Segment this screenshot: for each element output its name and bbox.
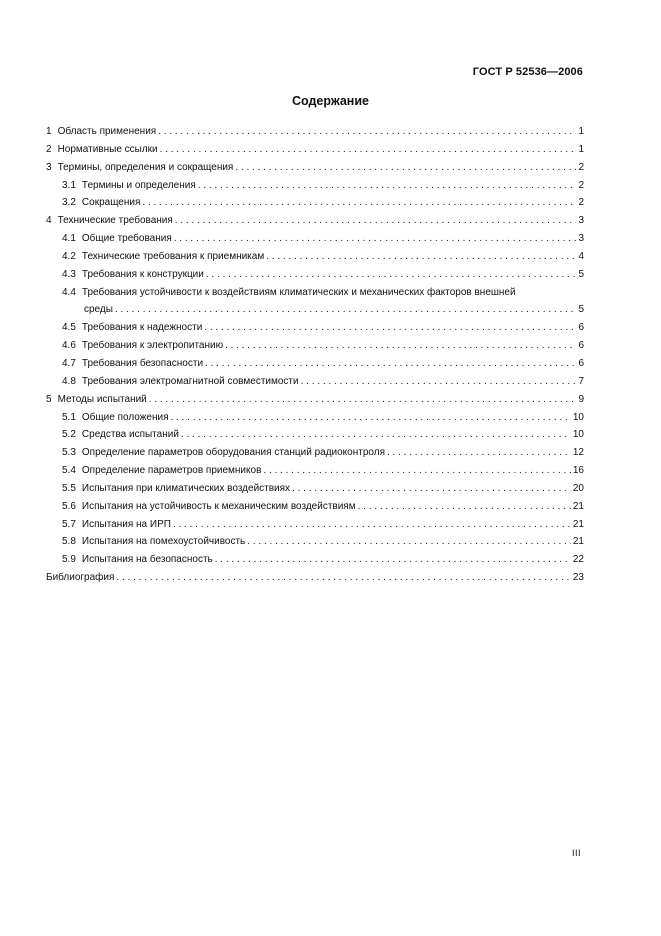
toc-leader <box>202 319 576 337</box>
toc-page: 10 <box>572 429 584 441</box>
toc-leader <box>264 248 576 266</box>
toc-title: Испытания на устойчивость к механическим воздействиям <box>81 500 356 512</box>
toc-page: 1 <box>578 126 584 137</box>
toc-entry-3-1[interactable] <box>46 177 584 195</box>
toc-page: 6 <box>578 340 584 352</box>
toc-number: 4 <box>46 215 52 227</box>
toc-number: 4.4 <box>62 286 76 298</box>
toc-leader <box>196 177 577 195</box>
toc-page: 9 <box>578 393 584 405</box>
toc-page: 5 <box>578 268 584 280</box>
toc-entry-4[interactable] <box>46 212 584 230</box>
toc-page: 1 <box>578 143 584 155</box>
toc-number: 5.8 <box>62 536 76 548</box>
toc-title: Испытания при климатических воздействиях <box>81 482 291 494</box>
toc-leader <box>223 337 576 355</box>
toc-number: 4.1 <box>62 233 76 245</box>
toc-number: 5.6 <box>62 500 76 512</box>
toc-number: 5.2 <box>62 429 76 441</box>
toc-title: Требования безопасности <box>81 357 204 369</box>
toc-title: Испытания на помехоустойчивость <box>81 536 246 548</box>
toc-number: 5.9 <box>62 554 76 566</box>
toc-entry-5-4[interactable] <box>46 462 584 480</box>
page-title: Содержание <box>291 94 369 108</box>
toc-page: 3 <box>578 215 584 227</box>
toc-entry-5-2[interactable] <box>46 426 584 444</box>
toc-entry-5-9[interactable] <box>46 551 584 569</box>
toc-title: Общие требования <box>81 233 172 245</box>
toc-title: Термины, определения и сокращения <box>57 161 234 173</box>
toc-leader <box>356 498 571 516</box>
toc-title: Определение параметров приемников <box>81 465 262 477</box>
toc-number: 2 <box>46 143 52 155</box>
toc-number: 3.2 <box>62 197 76 209</box>
toc-page: 21 <box>572 518 584 530</box>
toc-number: 4.3 <box>62 268 76 280</box>
toc-title: Испытания на ИРП <box>81 518 171 530</box>
toc-entry-3-2[interactable] <box>46 194 584 212</box>
toc-page: 2 <box>578 197 584 209</box>
toc-page: 6 <box>578 322 584 334</box>
toc-entry-4-6[interactable] <box>46 337 584 355</box>
toc-page: 5 <box>578 304 584 316</box>
table-of-contents <box>46 123 584 587</box>
toc-entry-4-5[interactable] <box>46 319 584 337</box>
toc-title-line1: Требования устойчивости к воздействиям климатических и механических факторов внешней <box>81 286 516 298</box>
toc-page: 12 <box>572 447 584 459</box>
toc-entry-4-7[interactable] <box>46 355 584 373</box>
toc-title: Библиография <box>46 572 115 584</box>
toc-page: 7 <box>578 375 584 387</box>
toc-number: 4.6 <box>62 340 76 352</box>
document-id: ГОСТ Р 52536—2006 <box>472 66 583 78</box>
page-number: III <box>571 848 581 858</box>
toc-page: 23 <box>572 572 584 584</box>
toc-title: Требования к конструкции <box>81 268 204 280</box>
toc-title: Методы испытаний <box>57 393 147 405</box>
toc-title: Технические требования к приемникам <box>81 250 265 262</box>
toc-leader <box>204 266 577 284</box>
toc-number: 5.3 <box>62 447 76 459</box>
toc-leader <box>171 516 571 534</box>
toc-leader <box>140 194 576 212</box>
toc-entry-5-5[interactable] <box>46 480 584 498</box>
toc-entry-bibliography[interactable] <box>46 569 584 587</box>
toc-number: 1 <box>46 126 52 137</box>
toc-leader <box>172 230 577 248</box>
toc-number: 5.7 <box>62 518 76 530</box>
toc-entry-5-8[interactable] <box>46 533 584 551</box>
toc-number: 4.2 <box>62 250 76 262</box>
toc-number: 4.5 <box>62 322 76 334</box>
toc-number: 4.8 <box>62 375 76 387</box>
toc-title: Область применения <box>57 126 157 137</box>
toc-page: 16 <box>572 465 584 477</box>
toc-page: 10 <box>572 411 584 423</box>
toc-page: 3 <box>578 233 584 245</box>
toc-title: Требования к электропитанию <box>81 340 224 352</box>
toc-entry-4-3[interactable] <box>46 266 584 284</box>
toc-entry-3[interactable] <box>46 159 584 177</box>
toc-title: Сокращения <box>81 197 141 209</box>
toc-entry-5-7[interactable] <box>46 516 584 534</box>
toc-entry-1[interactable] <box>46 123 584 141</box>
toc-number: 3 <box>46 161 52 173</box>
toc-page: 21 <box>572 536 584 548</box>
toc-entry-5-1[interactable] <box>46 409 584 427</box>
toc-number: 5.4 <box>62 465 76 477</box>
toc-leader <box>114 569 570 587</box>
toc-number: 4.7 <box>62 357 76 369</box>
toc-leader <box>290 480 571 498</box>
toc-entry-5-6[interactable] <box>46 498 584 516</box>
toc-page: 21 <box>572 500 584 512</box>
toc-title: Средства испытаний <box>81 429 179 441</box>
toc-entry-2[interactable] <box>46 141 584 159</box>
toc-leader <box>203 355 576 373</box>
toc-leader <box>169 409 571 427</box>
toc-leader <box>385 444 571 462</box>
toc-leader <box>213 551 571 569</box>
toc-page: 6 <box>578 357 584 369</box>
toc-title: Общие положения <box>81 411 169 423</box>
toc-entry-4-1[interactable] <box>46 230 584 248</box>
toc-leader <box>158 141 577 159</box>
toc-number: 3.1 <box>62 179 76 191</box>
toc-number: 5.1 <box>62 411 76 423</box>
toc-title: Термины и определения <box>81 179 196 191</box>
toc-leader <box>113 301 577 319</box>
toc-leader <box>299 373 577 391</box>
toc-title: Требования к надежности <box>81 322 203 334</box>
toc-page: 20 <box>572 482 584 494</box>
toc-number: 5 <box>46 393 52 405</box>
toc-title: Испытания на безопасность <box>81 554 213 566</box>
toc-title: Определение параметров оборудования станций радиоконтроля <box>81 447 385 459</box>
toc-leader <box>156 123 576 141</box>
toc-leader <box>233 159 576 177</box>
toc-title-line2: среды <box>84 304 113 316</box>
toc-title: Технические требования <box>57 215 173 227</box>
toc-leader <box>261 462 570 480</box>
toc-leader <box>245 533 571 551</box>
toc-page: 22 <box>572 554 584 566</box>
toc-leader <box>147 391 577 409</box>
toc-entry-5-3[interactable] <box>46 444 584 462</box>
toc-entry-5[interactable] <box>46 391 584 409</box>
toc-leader <box>179 426 571 444</box>
toc-entry-4-8[interactable] <box>46 373 584 391</box>
toc-title: Нормативные ссылки <box>57 143 158 155</box>
toc-leader <box>173 212 577 230</box>
toc-entry-4-2[interactable] <box>46 248 584 266</box>
toc-page: 2 <box>578 179 584 191</box>
toc-page: 4 <box>578 250 584 262</box>
toc-page: 2 <box>578 161 584 173</box>
toc-entry-4-4[interactable] <box>46 284 584 320</box>
toc-number: 5.5 <box>62 482 76 494</box>
toc-title: Требования электромагнитной совместимости <box>81 375 299 387</box>
